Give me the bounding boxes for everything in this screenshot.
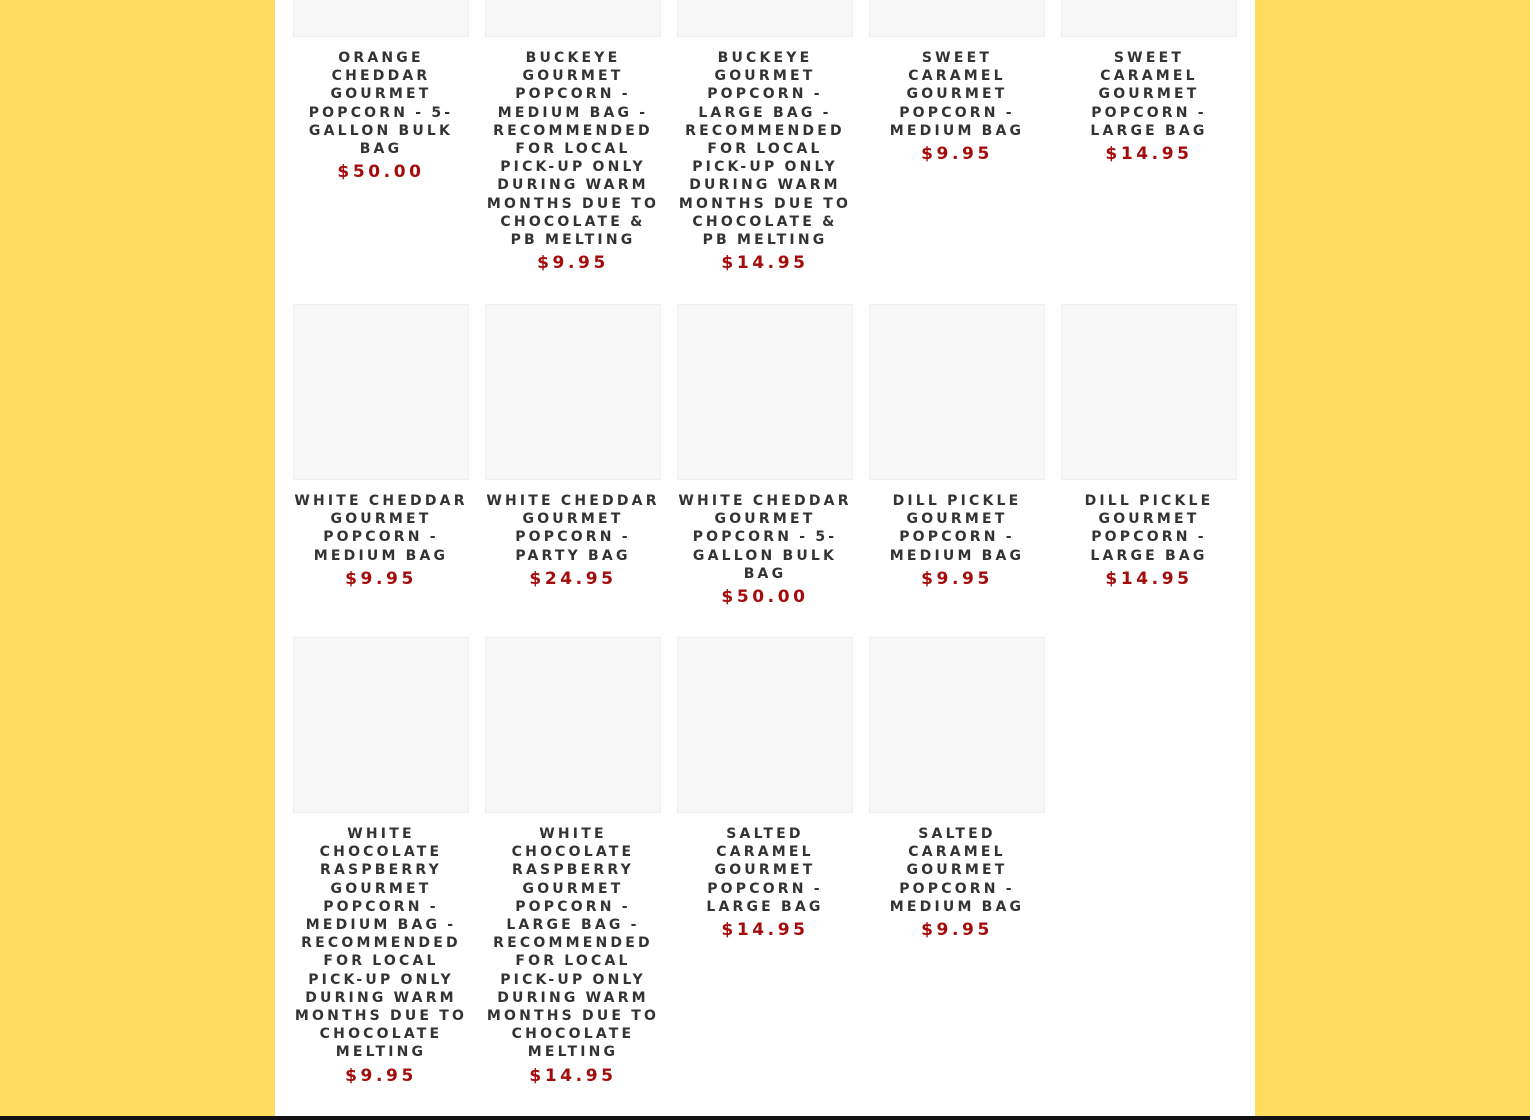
- product-price: $14.95: [721, 253, 809, 274]
- product-price: $9.95: [345, 568, 417, 589]
- product-title[interactable]: ORANGE CHEDDAR GOURMET POPCORN - 5-GALLON BULK BAG: [308, 50, 454, 158]
- product-price: $14.95: [1105, 568, 1193, 589]
- product-title[interactable]: SALTED CARAMEL GOURMET POPCORN - MEDIUM BAG: [889, 826, 1025, 915]
- product-thumbnail[interactable]: [1061, 0, 1237, 37]
- product-card[interactable]: [485, 0, 661, 273]
- product-thumbnail[interactable]: [293, 0, 469, 37]
- product-thumbnail[interactable]: [293, 304, 469, 480]
- product-thumbnail[interactable]: [485, 637, 661, 813]
- product-card[interactable]: [869, 304, 1045, 589]
- product-price: $24.95: [529, 568, 617, 589]
- product-card[interactable]: [869, 637, 1045, 940]
- product-thumbnail[interactable]: [869, 304, 1045, 480]
- product-card[interactable]: [677, 637, 853, 940]
- product-card[interactable]: [869, 0, 1045, 164]
- product-title[interactable]: WHITE CHOCOLATE RASPBERRY GOURMET POPCORN - LARGE BAG - RECOMMENDED FOR LOCAL PICK-UP ONLY DURING WARM MONTHS DUE TO CHOCOLATE MELTING: [486, 826, 660, 1061]
- product-thumbnail[interactable]: [485, 0, 661, 37]
- product-thumbnail[interactable]: [293, 637, 469, 813]
- product-title[interactable]: SWEET CARAMEL GOURMET POPCORN - LARGE BAG: [1090, 50, 1208, 139]
- product-title[interactable]: WHITE CHEDDAR GOURMET POPCORN - MEDIUM BAG: [294, 493, 468, 564]
- product-thumbnail[interactable]: [677, 637, 853, 813]
- product-thumbnail[interactable]: [677, 304, 853, 480]
- product-card[interactable]: [293, 0, 469, 182]
- product-price: $14.95: [529, 1065, 617, 1086]
- product-title[interactable]: DILL PICKLE GOURMET POPCORN - LARGE BAG: [1084, 493, 1214, 564]
- product-card[interactable]: [1061, 304, 1237, 589]
- product-price: $14.95: [721, 920, 809, 941]
- product-price: $9.95: [921, 144, 993, 165]
- product-title[interactable]: BUCKEYE GOURMET POPCORN - MEDIUM BAG - RECOMMENDED FOR LOCAL PICK-UP ONLY DURING WARM MONTHS DUE TO CHOCOLATE & PB MELTING: [486, 50, 660, 249]
- product-title[interactable]: SWEET CARAMEL GOURMET POPCORN - MEDIUM BAG: [889, 50, 1025, 139]
- product-thumbnail[interactable]: [485, 304, 661, 480]
- product-price: $9.95: [921, 568, 993, 589]
- product-price: $9.95: [921, 920, 993, 941]
- product-thumbnail[interactable]: [869, 637, 1045, 813]
- product-price: $50.00: [337, 162, 425, 183]
- product-card[interactable]: [293, 637, 469, 1086]
- product-price: $9.95: [345, 1065, 417, 1086]
- product-card[interactable]: [677, 0, 853, 273]
- product-thumbnail[interactable]: [677, 0, 853, 37]
- product-title[interactable]: WHITE CHEDDAR GOURMET POPCORN - PARTY BAG: [486, 493, 660, 564]
- product-card[interactable]: [485, 304, 661, 589]
- product-price: $14.95: [1105, 144, 1193, 165]
- product-thumbnail[interactable]: [869, 0, 1045, 37]
- product-title[interactable]: WHITE CHEDDAR GOURMET POPCORN - 5-GALLON BULK BAG: [678, 493, 852, 582]
- product-title[interactable]: DILL PICKLE GOURMET POPCORN - MEDIUM BAG: [889, 493, 1025, 564]
- product-title[interactable]: WHITE CHOCOLATE RASPBERRY GOURMET POPCORN - MEDIUM BAG - RECOMMENDED FOR LOCAL PICK-UP ONLY DURING WARM MONTHS DUE TO CHOCOLATE MELTING: [294, 826, 468, 1061]
- product-title[interactable]: SALTED CARAMEL GOURMET POPCORN - LARGE BAG: [706, 826, 824, 915]
- product-card[interactable]: [293, 304, 469, 589]
- product-thumbnail[interactable]: [1061, 304, 1237, 480]
- product-card[interactable]: [1061, 0, 1237, 164]
- product-card[interactable]: [677, 304, 853, 607]
- product-card[interactable]: [485, 637, 661, 1086]
- product-title[interactable]: BUCKEYE GOURMET POPCORN - LARGE BAG - RECOMMENDED FOR LOCAL PICK-UP ONLY DURING WARM MONTHS DUE TO CHOCOLATE & PB MELTING: [678, 50, 852, 249]
- product-price: $50.00: [721, 587, 809, 608]
- product-price: $9.95: [537, 253, 609, 274]
- footer-bar: [0, 1116, 1530, 1120]
